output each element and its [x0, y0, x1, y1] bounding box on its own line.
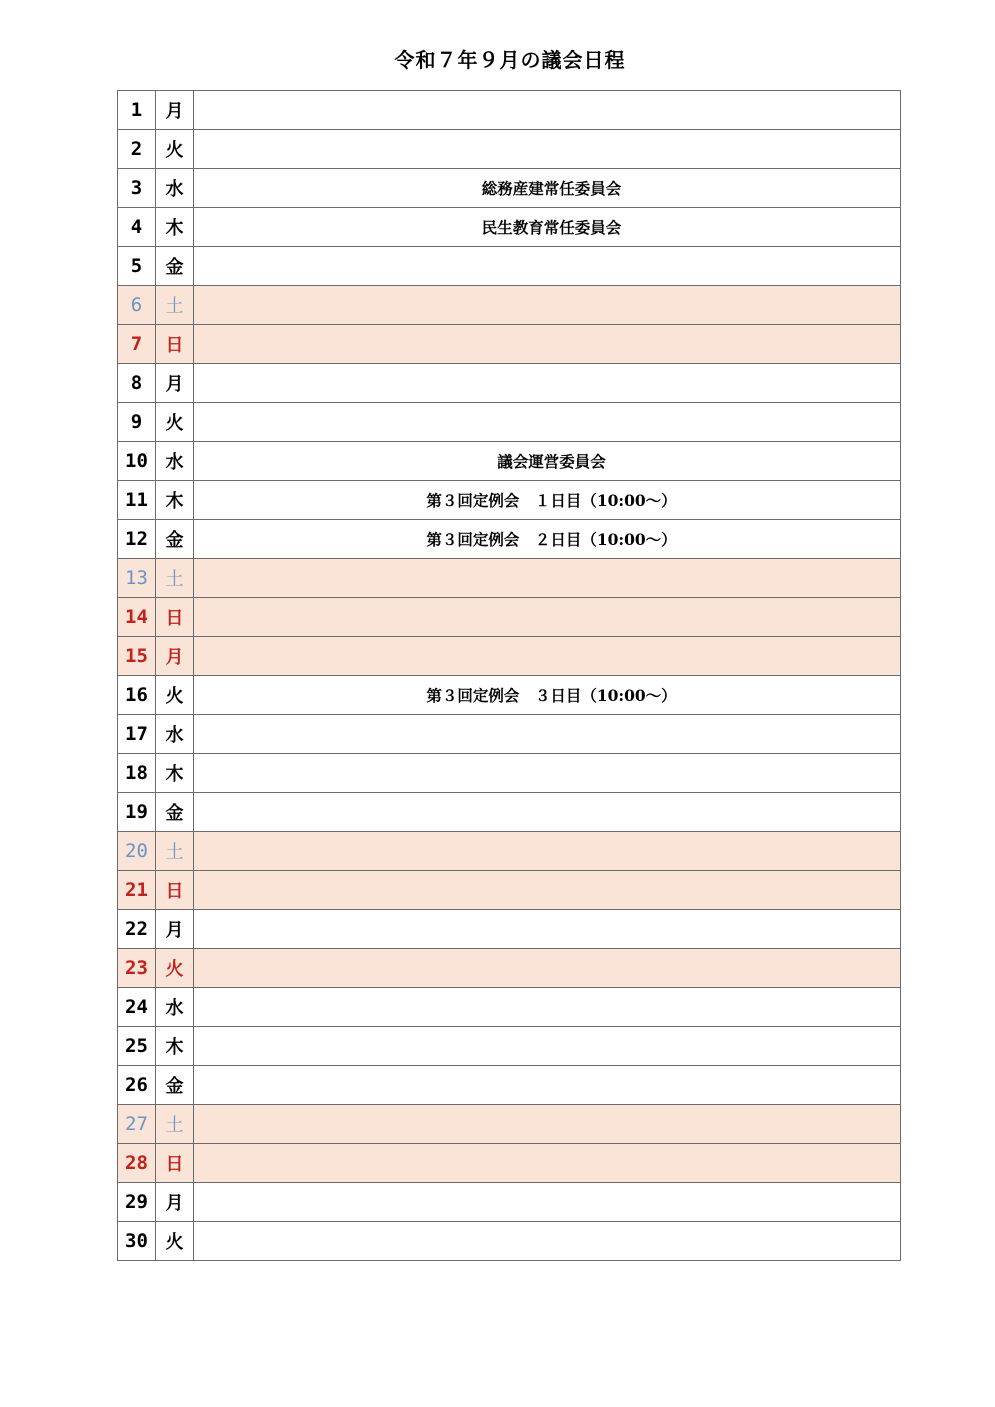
schedule-row: [118, 793, 901, 832]
day-number: 25: [118, 1027, 156, 1066]
schedule-row: [118, 871, 901, 910]
schedule-row: [118, 832, 901, 871]
day-number: 3: [118, 169, 156, 208]
weekday-label: 月: [156, 364, 194, 403]
weekday-label: 月: [156, 637, 194, 676]
schedule-row: [118, 1222, 901, 1261]
day-number: 28: [118, 1144, 156, 1183]
schedule-row: [118, 325, 901, 364]
event-cell: [194, 1105, 901, 1144]
event-cell: [194, 598, 901, 637]
weekday-label: 木: [156, 754, 194, 793]
schedule-row: [118, 598, 901, 637]
schedule-body: [118, 91, 901, 1261]
day-number: 19: [118, 793, 156, 832]
day-number: 30: [118, 1222, 156, 1261]
weekday-label: 火: [156, 1222, 194, 1261]
weekday-label: 火: [156, 676, 194, 715]
event-cell: 民生教育常任委員会: [194, 208, 901, 247]
schedule-row: [118, 364, 901, 403]
weekday-label: 日: [156, 598, 194, 637]
weekday-label: 土: [156, 286, 194, 325]
event-cell: [194, 793, 901, 832]
day-number: 9: [118, 403, 156, 442]
event-cell: [194, 286, 901, 325]
event-cell: 議会運営委員会: [194, 442, 901, 481]
event-cell: [194, 1144, 901, 1183]
schedule-row: [118, 1066, 901, 1105]
weekday-label: 日: [156, 1144, 194, 1183]
day-number: 7: [118, 325, 156, 364]
schedule-row: [118, 130, 901, 169]
schedule-row: [118, 169, 901, 208]
weekday-label: 水: [156, 715, 194, 754]
schedule-table: [117, 90, 901, 1261]
weekday-label: 火: [156, 130, 194, 169]
weekday-label: 月: [156, 910, 194, 949]
event-cell: [194, 910, 901, 949]
event-cell: [194, 247, 901, 286]
event-cell: 第３回定例会 ２日目（10:00～）: [194, 520, 901, 559]
weekday-label: 金: [156, 247, 194, 286]
day-number: 2: [118, 130, 156, 169]
weekday-label: 金: [156, 793, 194, 832]
schedule-row: [118, 286, 901, 325]
event-cell: 第３回定例会 ３日目（10:00～）: [194, 676, 901, 715]
schedule-row: [118, 481, 901, 520]
day-number: 26: [118, 1066, 156, 1105]
event-cell: [194, 949, 901, 988]
weekday-label: 月: [156, 91, 194, 130]
event-cell: 総務産建常任委員会: [194, 169, 901, 208]
schedule-row: [118, 637, 901, 676]
weekday-label: 月: [156, 1183, 194, 1222]
day-number: 18: [118, 754, 156, 793]
event-cell: [194, 325, 901, 364]
weekday-label: 土: [156, 1105, 194, 1144]
day-number: 13: [118, 559, 156, 598]
event-cell: [194, 364, 901, 403]
event-cell: [194, 130, 901, 169]
event-cell: 第３回定例会 １日目（10:00～）: [194, 481, 901, 520]
day-number: 17: [118, 715, 156, 754]
schedule-row: [118, 247, 901, 286]
day-number: 6: [118, 286, 156, 325]
day-number: 1: [118, 91, 156, 130]
event-cell: [194, 832, 901, 871]
event-cell: [194, 91, 901, 130]
day-number: 15: [118, 637, 156, 676]
schedule-row: [118, 208, 901, 247]
weekday-label: 土: [156, 559, 194, 598]
weekday-label: 金: [156, 1066, 194, 1105]
day-number: 23: [118, 949, 156, 988]
schedule-row: [118, 1027, 901, 1066]
schedule-row: [118, 91, 901, 130]
schedule-row: [118, 1105, 901, 1144]
schedule-row: [118, 676, 901, 715]
weekday-label: 金: [156, 520, 194, 559]
weekday-label: 日: [156, 325, 194, 364]
day-number: 20: [118, 832, 156, 871]
schedule-row: [118, 442, 901, 481]
day-number: 10: [118, 442, 156, 481]
weekday-label: 木: [156, 1027, 194, 1066]
event-cell: [194, 637, 901, 676]
day-number: 24: [118, 988, 156, 1027]
event-cell: [194, 1222, 901, 1261]
schedule-row: [118, 988, 901, 1027]
event-cell: [194, 871, 901, 910]
day-number: 12: [118, 520, 156, 559]
event-cell: [194, 403, 901, 442]
schedule-row: [118, 403, 901, 442]
day-number: 22: [118, 910, 156, 949]
weekday-label: 土: [156, 832, 194, 871]
weekday-label: 日: [156, 871, 194, 910]
schedule-row: [118, 1183, 901, 1222]
schedule-row: [118, 520, 901, 559]
day-number: 27: [118, 1105, 156, 1144]
weekday-label: 火: [156, 949, 194, 988]
weekday-label: 水: [156, 169, 194, 208]
event-cell: [194, 1027, 901, 1066]
schedule-row: [118, 559, 901, 598]
event-cell: [194, 754, 901, 793]
event-cell: [194, 559, 901, 598]
weekday-label: 木: [156, 481, 194, 520]
day-number: 8: [118, 364, 156, 403]
day-number: 29: [118, 1183, 156, 1222]
event-cell: [194, 1066, 901, 1105]
weekday-label: 火: [156, 403, 194, 442]
event-cell: [194, 715, 901, 754]
day-number: 5: [118, 247, 156, 286]
weekday-label: 木: [156, 208, 194, 247]
schedule-row: [118, 754, 901, 793]
day-number: 14: [118, 598, 156, 637]
weekday-label: 水: [156, 442, 194, 481]
day-number: 4: [118, 208, 156, 247]
day-number: 11: [118, 481, 156, 520]
schedule-row: [118, 1144, 901, 1183]
schedule-row: [118, 715, 901, 754]
day-number: 21: [118, 871, 156, 910]
day-number: 16: [118, 676, 156, 715]
event-cell: [194, 988, 901, 1027]
weekday-label: 水: [156, 988, 194, 1027]
page-title: 令和７年９月の議会日程: [394, 48, 626, 72]
event-cell: [194, 1183, 901, 1222]
schedule-row: [118, 910, 901, 949]
schedule-row: [118, 949, 901, 988]
